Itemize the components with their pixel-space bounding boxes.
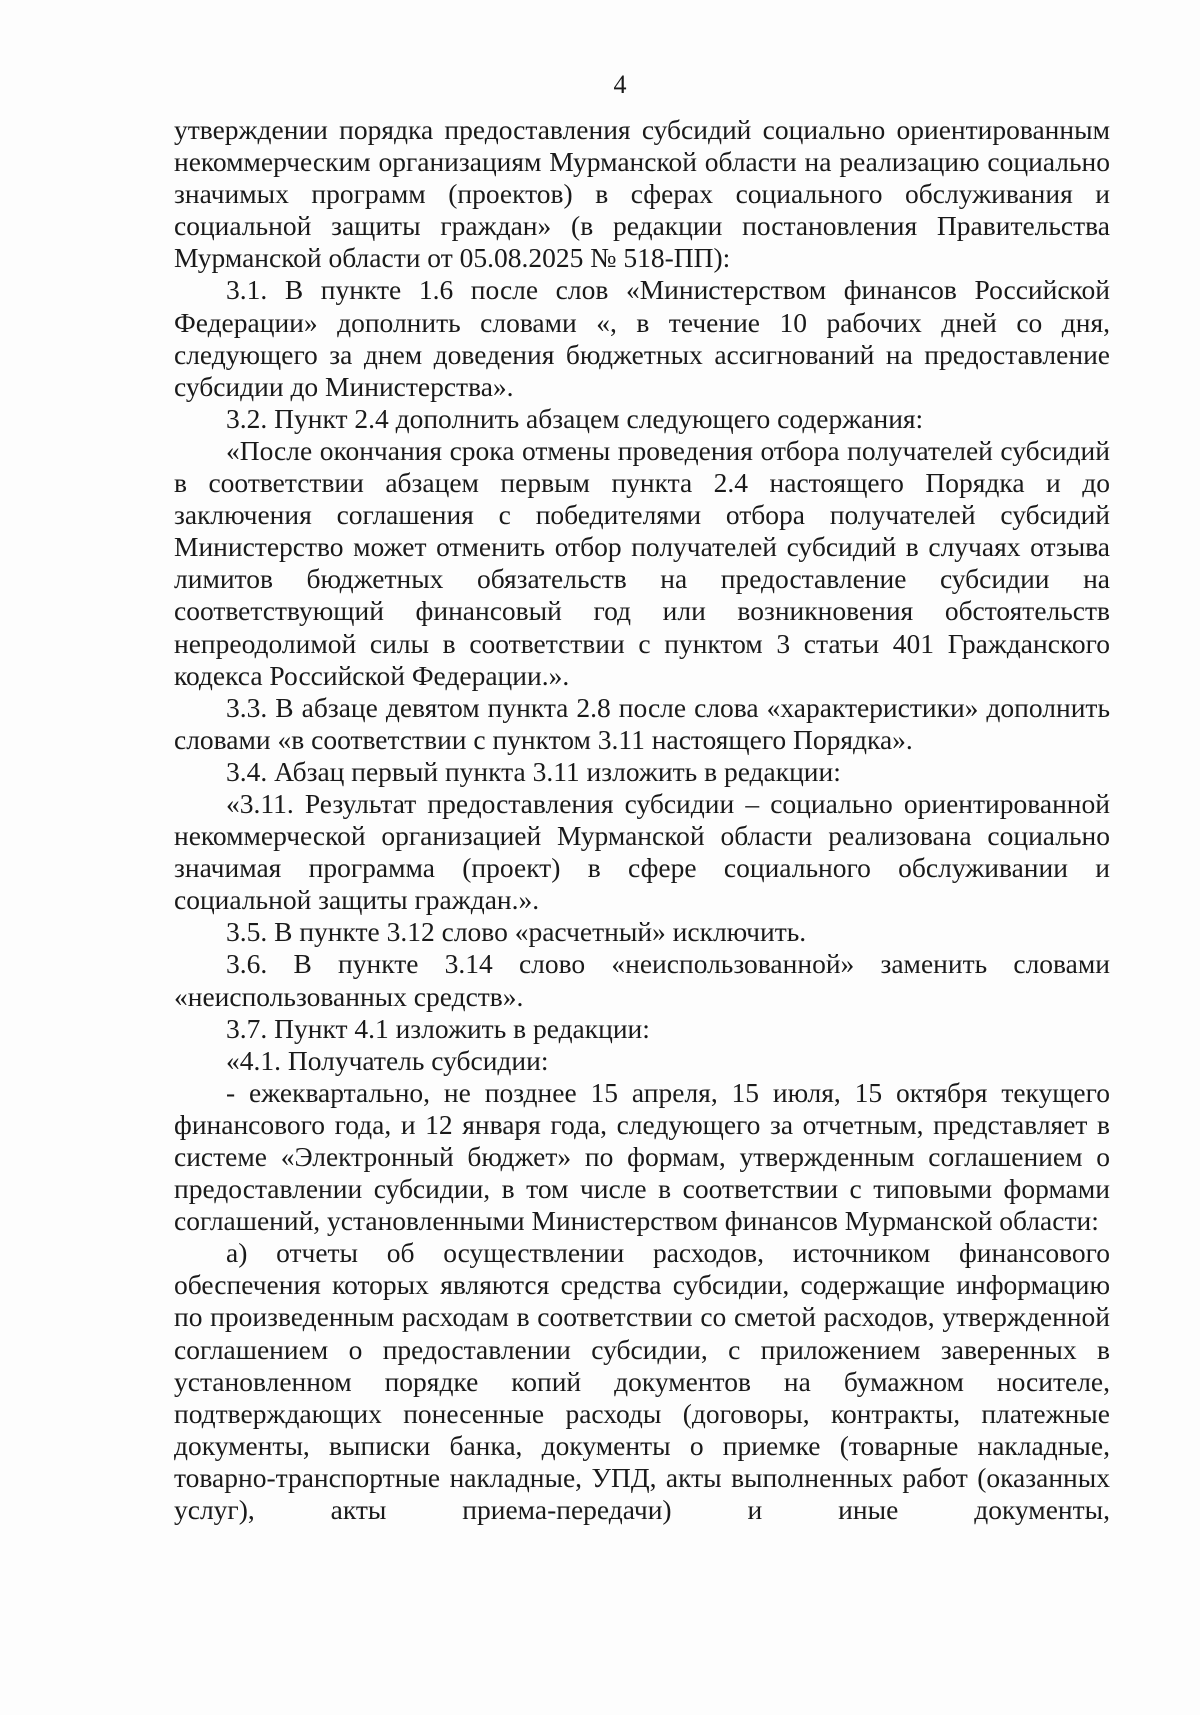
paragraph-4-1-a: а) отчеты об осуществлении расходов, источником финансового обеспечения которых являются средства субсидии, содержащие информацию по произведенным расходам в соответствии со сметой расходов, утвержденной соглашением о предоставлении субсидии, с приложением заверенных в установленном порядке копий документов на бумажном носителе, подтверждающих понесенные расходы (договоры, контракты, платежные документы, выписки банка, документы о приемке (товарные накладные, товарно-транспортные накладные, УПД, акты выполненных работ (оказанных услуг), акты приема-передачи) и иные документы, [174, 1237, 1110, 1526]
paragraph-3-4: 3.4. Абзац первый пункта 3.11 изложить в редакции: [226, 755, 841, 787]
paragraph-3-2-text: «После окончания срока отмены проведения отбора получателей субсидий в соответствии абзацем первым пункта 2.4 настоящего Порядка и до заключения соглашения с победителями отбора получателей субсидий Министерство может отменить отбор получателей субсидий в случаях отзыва лимитов бюджетных обязательств на предоставление субсидии на соответствующий финансовый год или возникновения обстоятельств непреодолимой силы в соответствии с пунктом 3 статьи 401 Гражданского кодекса Российской Федерации.». [174, 434, 1110, 691]
paragraph-3-7: 3.7. Пункт 4.1 изложить в редакции: [226, 1012, 650, 1044]
paragraph-3-4-text: «3.11. Результат предоставления субсидии – социально ориентированной некоммерческой организацией Мурманской области реализована социально значимая программа (проект) в сфере социального обслуживании и социальной защиты граждан.». [174, 787, 1110, 916]
paragraph-3-5: 3.5. В пункте 3.12 слово «расчетный» исключить. [226, 916, 807, 948]
document-body [174, 114, 1110, 1526]
paragraph-3-1: 3.1. В пункте 1.6 после слов «Министерством финансов Российской Федерации» дополнить словами «, в течение 10 рабочих дней со дня, следующего за днем доведения бюджетных ассигнований на предоставление субсидии до Министерства». [174, 274, 1110, 402]
paragraph-3-6: 3.6. В пункте 3.14 слово «неиспользованной» заменить словами «неиспользованных средств». [174, 948, 1110, 1012]
paragraph-4-1-quarterly: - ежеквартально, не позднее 15 апреля, 15 июля, 15 октября текущего финансового года, и 12 января года, следующего за отчетным, представляет в системе «Электронный бюджет» по формам, утвержденным соглашением о предоставлении субсидии, в том числе в соответствии с типовыми формами соглашений, установленными Министерством финансов Мурманской области: [174, 1076, 1110, 1237]
paragraph-intro-continuation: утверждении порядка предоставления субсидий социально ориентированным некоммерческим организациям Мурманской области на реализацию социально значимых программ (проектов) в сферах социального обслуживания и социальной защиты граждан» (в редакции постановления Правительства Мурманской области от 05.08.2025 № 518-ПП): [174, 114, 1110, 274]
page-number: 4 [613, 70, 627, 99]
paragraph-3-3: 3.3. В абзаце девятом пункта 2.8 после слова «характеристики» дополнить словами «в соответствии с пунктом 3.11 настоящего Порядка». [174, 691, 1110, 755]
paragraph-4-1: «4.1. Получатель субсидии: [226, 1044, 549, 1076]
paragraph-3-2: 3.2. Пункт 2.4 дополнить абзацем следующего содержания: [226, 402, 924, 434]
